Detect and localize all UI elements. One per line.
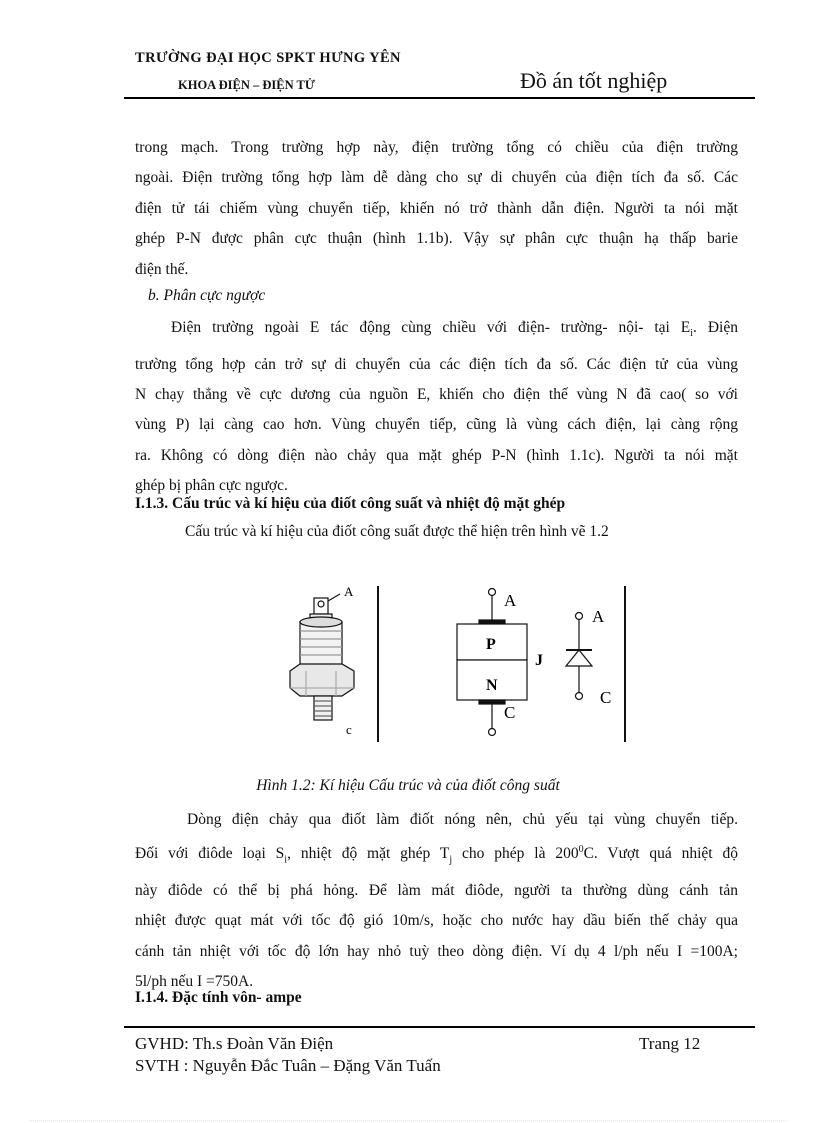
page-bottom-border (30, 1120, 786, 1121)
subscript: i (284, 854, 288, 866)
section-heading-113: I.1.3. Cấu trúc và kí hiệu của điốt công suất và nhiệt độ mặt ghép (135, 495, 566, 512)
label-cathode: C (600, 688, 612, 707)
text-line (135, 835, 738, 876)
text-run: , nhiệt độ mặt ghép T (287, 845, 450, 863)
text-line: điện thế. (135, 260, 189, 278)
superscript: 0 (578, 844, 584, 856)
text-run: C. Vượt quá nhiệt độ (583, 845, 738, 863)
figure-diode-structure-symbol (270, 576, 650, 748)
label-anode: A (344, 584, 354, 599)
text-line: trường tổng hợp cản trở sự di chuyển của các điện tích đa số. Các điện tử của vùng (135, 355, 738, 373)
diode-package-drawing (290, 594, 354, 720)
school-name: TRƯỜNG ĐẠI HỌC SPKT HƯNG YÊN (135, 50, 401, 66)
label-cathode-lower: c (346, 722, 352, 737)
text-run: cho phép là 200 (452, 845, 579, 863)
text-line: N chạy thẳng về cực dương của nguồn E, khiến cho điện thế vùng N đã cao( so với (135, 385, 738, 403)
footer-students: SVTH : Nguyễn Đắc Tuân – Đặng Văn Tuấn (135, 1056, 441, 1075)
header-divider (124, 97, 755, 99)
text-run: Điện trường ngoài E tác động cùng chiều với điện- trường- nội- tại E (171, 319, 691, 336)
figure-caption: Hình 1.2: Kí hiệu Cấu trúc và của điốt công suất (256, 777, 560, 794)
text-line: vùng P) lại càng cao hơn. Vùng chuyển tiếp, cũng là vùng cách điện, lại càng rộng (135, 416, 738, 434)
footer-divider (124, 1026, 755, 1028)
footer-supervisor: GVHD: Th.s Đoàn Văn Điện (135, 1034, 334, 1053)
document-title: Đồ án tốt nghiệp (520, 68, 668, 93)
subsection-reverse-bias-heading: b. Phân cực ngược (148, 287, 266, 304)
section-heading-114: I.1.4. Đặc tính vôn- ampe (135, 989, 302, 1006)
text-line: ra. Không có dòng điện nào chảy qua mặt ghép P-N (hình 1.1c). Người ta nói mặt (135, 446, 738, 464)
text-line: ghép bị phân cực ngược. (135, 477, 288, 495)
text-line: điện tử tái chiếm vùng chuyển tiếp, khiến nó trở thành dẫn điện. Người ta nói mặt (135, 199, 738, 217)
text-line (135, 313, 738, 350)
text-line: cánh tản nhiệt với tốc độ lớn hay nhỏ tuỳ theo dòng điện. Ví dụ 4 l/ph nếu I =100A; (135, 942, 738, 960)
label-p-region: P (486, 636, 496, 653)
text-line: nhiệt được quạt mát với tốc độ gió 10m/s, hoặc cho nước hay dầu biến thế chảy qua (135, 912, 738, 930)
paragraph-temperature (135, 805, 738, 998)
text-line: trong mạch. Trong trường hợp này, điện trường tổng có chiều của điện trường (135, 139, 738, 156)
text-run: Đối với điôde loại S (135, 845, 285, 863)
paragraph-forward-bias (135, 133, 738, 285)
paragraph-structure-intro: Cấu trúc và kí hiệu của điốt công suất được thể hiện trên hình vẽ 1.2 (185, 523, 609, 540)
pn-structure-diagram (457, 589, 527, 736)
label-cathode: C (504, 703, 516, 722)
label-junction: J (535, 652, 543, 669)
text-line: này điôde có thể bị phá hỏng. Để làm mát điôde, người ta thường dùng cánh tản (135, 882, 738, 900)
paragraph-reverse-bias (135, 313, 738, 502)
text-line: ngoài. Điện trường tổng hợp làm dễ dàng cho sự di chuyển của điện tích đa số. Các (135, 169, 738, 187)
label-anode: A (504, 591, 517, 610)
subscript: i (690, 328, 694, 340)
text-line: Dòng điện chảy qua điốt làm điốt nóng nên, chủ yếu tại vùng chuyển tiếp. (187, 811, 738, 828)
label-n-region: N (486, 677, 498, 694)
text-run: . Điện (693, 319, 738, 336)
diode-symbol (566, 613, 592, 700)
subscript: j (449, 854, 453, 866)
page-number: Trang 12 (639, 1034, 701, 1053)
text-line: ghép P-N được phân cực thuận (hình 1.1b). Vậy sự phân cực thuận hạ thấp barie (135, 230, 738, 248)
label-anode: A (592, 607, 605, 626)
text-line: 5l/ph nếu I =750A. (135, 973, 254, 991)
faculty-name: KHOA ĐIỆN – ĐIỆN TỬ (178, 78, 315, 92)
